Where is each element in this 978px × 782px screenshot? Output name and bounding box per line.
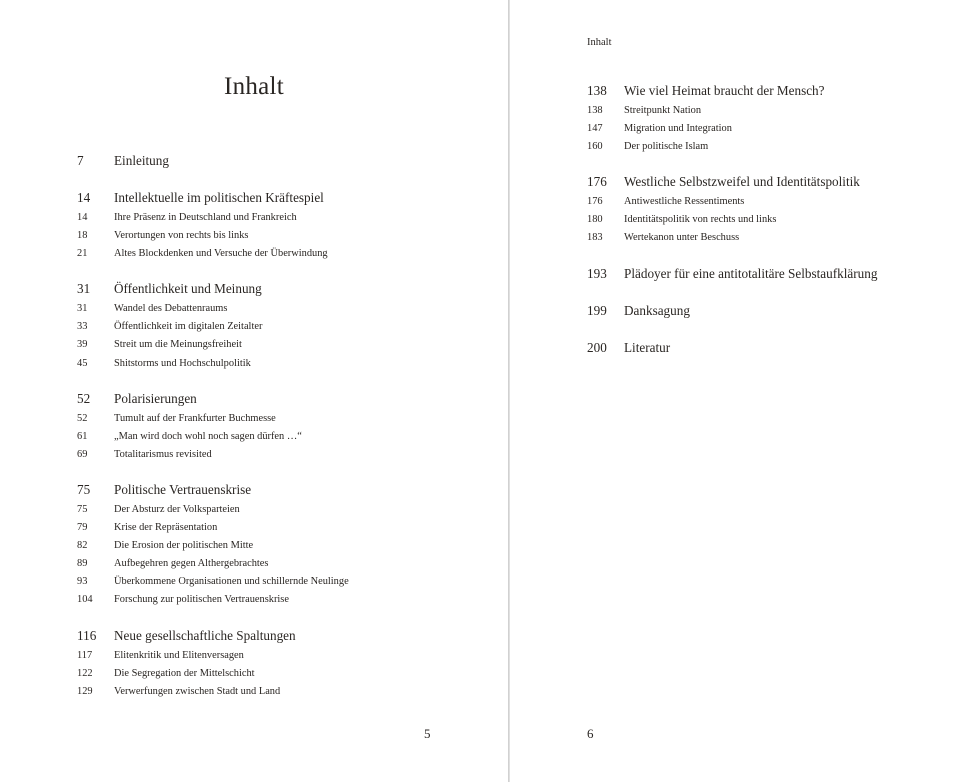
chapter-page-number: 199 — [587, 302, 607, 318]
toc-chapter-entry[interactable] — [77, 278, 497, 300]
toc-chapter-entry[interactable] — [77, 479, 497, 501]
section-title: Forschung zur politischen Vertrauenskrise — [114, 594, 289, 606]
chapter-title: Danksagung — [624, 302, 690, 318]
section-page-number: 93 — [77, 576, 88, 588]
section-title: Tumult auf der Frankfurter Buchmesse — [114, 412, 276, 424]
toc-chapter — [587, 263, 977, 285]
toc-section-entry[interactable] — [77, 410, 497, 428]
toc-section-entry[interactable] — [77, 227, 497, 245]
toc-section-entry[interactable] — [77, 591, 497, 609]
section-title: Streitpunkt Nation — [624, 105, 702, 116]
chapter-page-number: 200 — [587, 339, 607, 355]
toc-chapter — [77, 187, 497, 263]
chapter-page-number: 138 — [587, 83, 607, 98]
chapter-title: Öffentlichkeit und Meinung — [114, 281, 262, 297]
toc-section-entry[interactable] — [587, 193, 977, 211]
toc-section-entry[interactable] — [77, 446, 497, 464]
chapter-page-number: 7 — [77, 153, 84, 168]
page-title: Inhalt — [223, 73, 285, 100]
chapter-title: Intellektuelle im politischen Kräftespiel — [114, 190, 324, 205]
toc-section-entry[interactable] — [77, 300, 497, 318]
toc-section-entry[interactable] — [77, 428, 497, 446]
toc-chapter-entry[interactable] — [77, 625, 497, 647]
toc-chapter-entry[interactable] — [587, 263, 977, 285]
page-number-right: 6 — [587, 726, 594, 741]
toc-chapter-entry[interactable] — [77, 388, 497, 410]
section-title: Der Absturz der Volksparteien — [114, 503, 240, 515]
section-page-number: 129 — [77, 685, 93, 697]
section-page-number: 52 — [77, 412, 88, 424]
toc-section-entry[interactable] — [77, 573, 497, 591]
section-page-number: 147 — [587, 123, 603, 135]
section-page-number: 33 — [77, 321, 88, 333]
section-page-number: 69 — [77, 448, 88, 460]
toc-chapter-entry[interactable] — [587, 300, 977, 322]
section-title: Identitätspolitik von rechts und links — [624, 214, 777, 226]
section-title: Die Segregation der Mittelschicht — [114, 667, 255, 679]
section-page-number: 45 — [77, 357, 88, 369]
toc-chapter — [587, 300, 977, 322]
toc-section-entry[interactable] — [77, 355, 497, 373]
chapter-page-number: 14 — [77, 190, 91, 205]
section-page-number: 180 — [587, 214, 603, 226]
toc-chapter-entry[interactable] — [587, 171, 977, 193]
section-title: Verortungen von rechts bis links — [114, 230, 249, 242]
toc-chapter-entry[interactable] — [77, 150, 497, 172]
chapter-page-number: 31 — [77, 281, 91, 297]
section-page-number: 39 — [77, 339, 88, 351]
toc-chapter — [77, 278, 497, 372]
toc-section-entry[interactable] — [77, 519, 497, 537]
toc-section-entry[interactable] — [77, 683, 497, 701]
chapter-title: Einleitung — [114, 153, 169, 168]
section-title: Migration und Integration — [624, 123, 732, 135]
toc-section-entry[interactable] — [77, 245, 497, 263]
section-title: Krise der Repräsentation — [114, 522, 218, 534]
section-page-number: 61 — [77, 430, 88, 442]
toc-section-entry[interactable] — [77, 336, 497, 354]
toc-section-entry[interactable] — [77, 537, 497, 555]
chapter-title: Politische Vertrauenskrise — [114, 481, 252, 497]
section-page-number: 18 — [77, 230, 88, 242]
section-title: Wertekanon unter Beschuss — [624, 232, 740, 244]
section-page-number: 82 — [77, 540, 88, 552]
chapter-title: Westliche Selbstzweifel und Identitätspolitik — [624, 174, 860, 190]
toc-section-entry[interactable] — [587, 138, 977, 156]
toc-section-entry[interactable] — [587, 102, 977, 120]
chapter-page-number: 116 — [77, 627, 97, 643]
chapter-title: Wie viel Heimat braucht der Mensch? — [624, 83, 825, 98]
section-title: „Man wird doch wohl noch sagen dürfen …“ — [114, 430, 302, 442]
section-title: Wandel des Debattenraums — [114, 303, 228, 315]
chapter-title: Polarisierungen — [114, 390, 197, 406]
toc-section-entry[interactable] — [77, 647, 497, 665]
chapter-title: Plädoyer für eine antitotalitäre Selbstaufklärung — [624, 265, 878, 281]
toc-chapter — [77, 479, 497, 610]
toc-chapter-entry[interactable] — [77, 187, 497, 209]
section-title: Die Erosion der politischen Mitte — [114, 540, 254, 552]
section-title: Altes Blockdenken und Versuche der Überwindung — [114, 248, 328, 260]
page-number-left: 5 — [424, 726, 431, 741]
toc-chapter — [77, 150, 497, 172]
section-title: Überkommene Organisationen und schillernde Neulinge — [114, 576, 349, 588]
toc-chapter-entry[interactable] — [587, 80, 977, 102]
section-title: Öffentlichkeit im digitalen Zeitalter — [114, 321, 263, 333]
section-title: Aufbegehren gegen Althergebrachtes — [114, 558, 269, 570]
toc-chapter — [587, 337, 977, 359]
section-title: Ihre Präsenz in Deutschland und Frankreich — [114, 212, 297, 223]
section-page-number: 160 — [587, 141, 603, 153]
section-page-number: 122 — [77, 667, 93, 679]
toc-section-entry[interactable] — [77, 318, 497, 336]
section-page-number: 21 — [77, 248, 88, 260]
section-page-number: 183 — [587, 232, 603, 244]
section-title: Totalitarismus revisited — [114, 448, 212, 460]
chapter-page-number: 176 — [587, 174, 607, 190]
section-page-number: 79 — [77, 522, 88, 534]
toc-section-entry[interactable] — [77, 209, 497, 227]
chapter-page-number: 52 — [77, 390, 91, 406]
section-page-number: 75 — [77, 503, 88, 515]
chapter-title: Literatur — [624, 339, 671, 355]
toc-section-entry[interactable] — [587, 120, 977, 138]
toc-chapter-entry[interactable] — [587, 337, 977, 359]
chapter-title: Neue gesellschaftliche Spaltungen — [114, 627, 296, 643]
toc-section-entry[interactable] — [77, 501, 497, 519]
toc-chapter — [587, 80, 977, 156]
table-of-contents-right — [587, 80, 977, 374]
right-page — [510, 0, 978, 782]
section-page-number: 176 — [587, 196, 603, 208]
section-title: Der politische Islam — [624, 141, 709, 153]
toc-chapter — [587, 171, 977, 247]
toc-chapter — [77, 625, 497, 701]
section-title: Verwerfungen zwischen Stadt und Land — [114, 685, 281, 697]
toc-section-entry[interactable] — [587, 211, 977, 229]
section-title: Streit um die Meinungsfreiheit — [114, 339, 242, 351]
section-title: Antiwestliche Ressentiments — [624, 196, 745, 208]
toc-section-entry[interactable] — [587, 229, 977, 247]
chapter-page-number: 75 — [77, 481, 91, 497]
section-page-number: 104 — [77, 594, 93, 606]
toc-chapter — [77, 388, 497, 464]
section-page-number: 31 — [77, 303, 88, 315]
section-title: Shitstorms und Hochschulpolitik — [114, 357, 251, 369]
toc-section-entry[interactable] — [77, 665, 497, 683]
toc-section-entry[interactable] — [77, 555, 497, 573]
section-title: Elitenkritik und Elitenversagen — [114, 649, 244, 661]
table-of-contents-left — [77, 150, 497, 716]
section-page-number: 89 — [77, 558, 88, 570]
section-page-number: 14 — [77, 212, 88, 223]
chapter-page-number: 193 — [587, 265, 607, 281]
running-head: Inhalt — [587, 37, 612, 48]
section-page-number: 117 — [77, 649, 93, 661]
section-page-number: 138 — [587, 105, 603, 116]
